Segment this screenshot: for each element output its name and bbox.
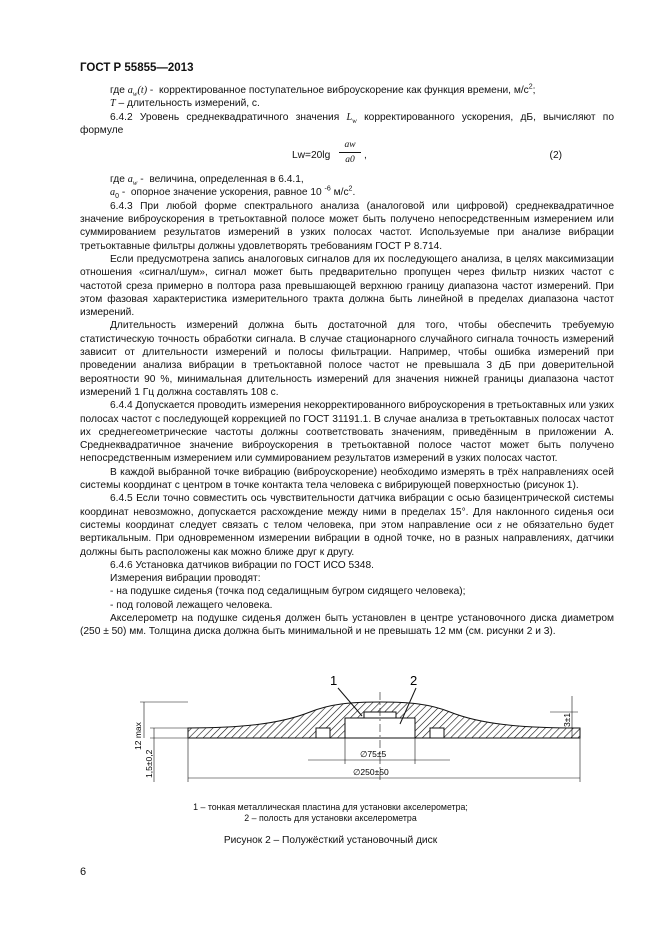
paragraph: 6.4.2 Уровень среднеквадратичного значения $L_w$ корректированного ускорения, дБ, вычисляют по формуле bbox=[80, 111, 614, 136]
dim-inner-diameter: ∅75±5 bbox=[360, 749, 387, 759]
paragraph: 6.4.6 Установка датчиков вибрации по ГОСТ ИСО 5348. bbox=[110, 559, 374, 571]
legend-item-1: 1 – тонкая металлическая пластина для установки акселерометра; bbox=[193, 802, 468, 812]
paragraph: T – длительность измерений, с. bbox=[110, 98, 260, 110]
figure-caption: Рисунок 2 – Полужёсткий установочный диск bbox=[223, 835, 438, 846]
formula-lhs: Lw=20lg bbox=[292, 150, 331, 162]
legend-item-2: 2 – полость для установки акселерометра bbox=[244, 813, 417, 823]
figure-label-1: 1 bbox=[330, 673, 338, 688]
paragraph: Акселерометр на подушке сиденья должен быть установлен в центре установочного диска диаметром (250 ± 50) мм. Толщина диска должна быть минимальной и не превышать 12 мм (см. рисунки 2 и 3). bbox=[80, 612, 614, 638]
insert-left bbox=[316, 728, 330, 738]
formula-comma: , bbox=[364, 150, 367, 162]
figure-label-2: 2 bbox=[410, 673, 418, 688]
paragraph: 6.4.3 При любой форме спектрального анализа (аналоговой или цифровой) среднеквадратичное значение виброускорения в третьоктавной полосе может быть получено непосредственным измерением или суммированием результатов измерений в узких полосах частот. Используемые при анализе вибрации третьоктавные фильтры должны удовлетворять требованиям ГОСТ Р 8.714. bbox=[80, 200, 614, 252]
paragraph: - на подушке сиденья (точка под седалищным бугром сидящего человека); bbox=[110, 586, 466, 598]
dim-height: 3±1 bbox=[562, 712, 572, 727]
paragraph: Если предусмотрена запись аналоговых сигналов для их последующего анализа, в целях максимизации отношения «сигнал/шум», сигнал может быть предварительно пропущен через фильтр низких частот с частотой среза примерно в полтора раза превышающей верхнюю границу диапазона частот измерений. При этом фазовая характеристика измерительного тракта должна быть линейной в пределах диапазона частот измерений. bbox=[80, 253, 614, 319]
dim-base-thickness: 1,5±0,2 bbox=[144, 749, 154, 778]
insert-right bbox=[430, 728, 444, 738]
fraction-bar bbox=[339, 152, 361, 153]
dim-outer-diameter: ∅250±50 bbox=[353, 767, 389, 777]
paragraph: В каждой выбранной точке вибрацию (виброускорение) необходимо измерять в трёх направлениях осей системы координат с центром в точке контакта тела человека с вибрирующей поверхностью (рисунок 1). bbox=[80, 466, 614, 492]
dim-max-height: 12 max bbox=[133, 722, 143, 750]
document-body bbox=[80, 84, 614, 639]
paragraph: 6.4.5 Если точно совместить ось чувствительности датчика вибрации с осью базицентрической системы координат невозможно, допускается расхождение между ними в пределах 15°. Для наклонного сиденья оси системы координат следует связать с телом человека, при этом направление оси z не обязательно будет вертикальным. При одновременном измерении вибрации в одной точке, но в разных направлениях, датчики должны быть расположены как можно ближе друг к другу. bbox=[80, 493, 614, 558]
paragraph: где $a_w$ - величина, определенная в 6.4.1, bbox=[110, 174, 304, 188]
paragraph: Измерения вибрации проводят: bbox=[110, 573, 261, 585]
formula-denominator: a0 bbox=[345, 155, 355, 166]
paragraph: Длительность измерений должна быть достаточной для того, чтобы обеспечить требуемую статистическую точность обработки сигнала. В случае стационарного случайного сигнала точность измерений зависит от длительности измерений и полосы фильтрации. Например, чтобы ошибка измерений при проведении анализа вибрации в третьоктавной полосе частот не превышала 3 дБ при доверительной вероятности 90 %, минимальная длительность измерений для значения нижней границы диапазона частот измерений 1 Гц должна составлять 108 с. bbox=[80, 320, 614, 398]
figure-2-disk-drawing bbox=[120, 672, 590, 792]
document-header: ГОСТ Р 55855—2013 bbox=[80, 62, 194, 74]
formula-2 bbox=[80, 137, 614, 173]
formula-numerator: aw bbox=[344, 140, 356, 151]
page-number: 6 bbox=[80, 866, 87, 878]
paragraph: $a_0$ - опорное значение ускорения, равное 10 $^{-6}$ $м/с^2$. bbox=[110, 186, 356, 201]
formula-fraction bbox=[339, 139, 361, 166]
paragraph: - под головой лежащего человека. bbox=[110, 599, 273, 611]
formula-number: (2) bbox=[549, 150, 562, 162]
figure-legend bbox=[0, 802, 661, 824]
paragraph: 6.4.4 Допускается проводить измерения некорректированного виброускорения в третьоктавных или узких полосах частот с последующей коррекцией по ГОСТ 31191.1. В случае анализа в третьоктавных полосах частот их среднегеометрические частоты должны соответствовать значениям, приведённым в приложении А. Среднеквадратичное значение виброускорения в третьоктавной полосе частот может быть получено непосредственным измерением или суммированием результатов измерений в узких полосах частот. bbox=[80, 400, 614, 465]
paragraph: где $a_w(t)$ - корректированное поступательное виброускорение как функция времени, $м/с^2$; bbox=[110, 83, 536, 99]
